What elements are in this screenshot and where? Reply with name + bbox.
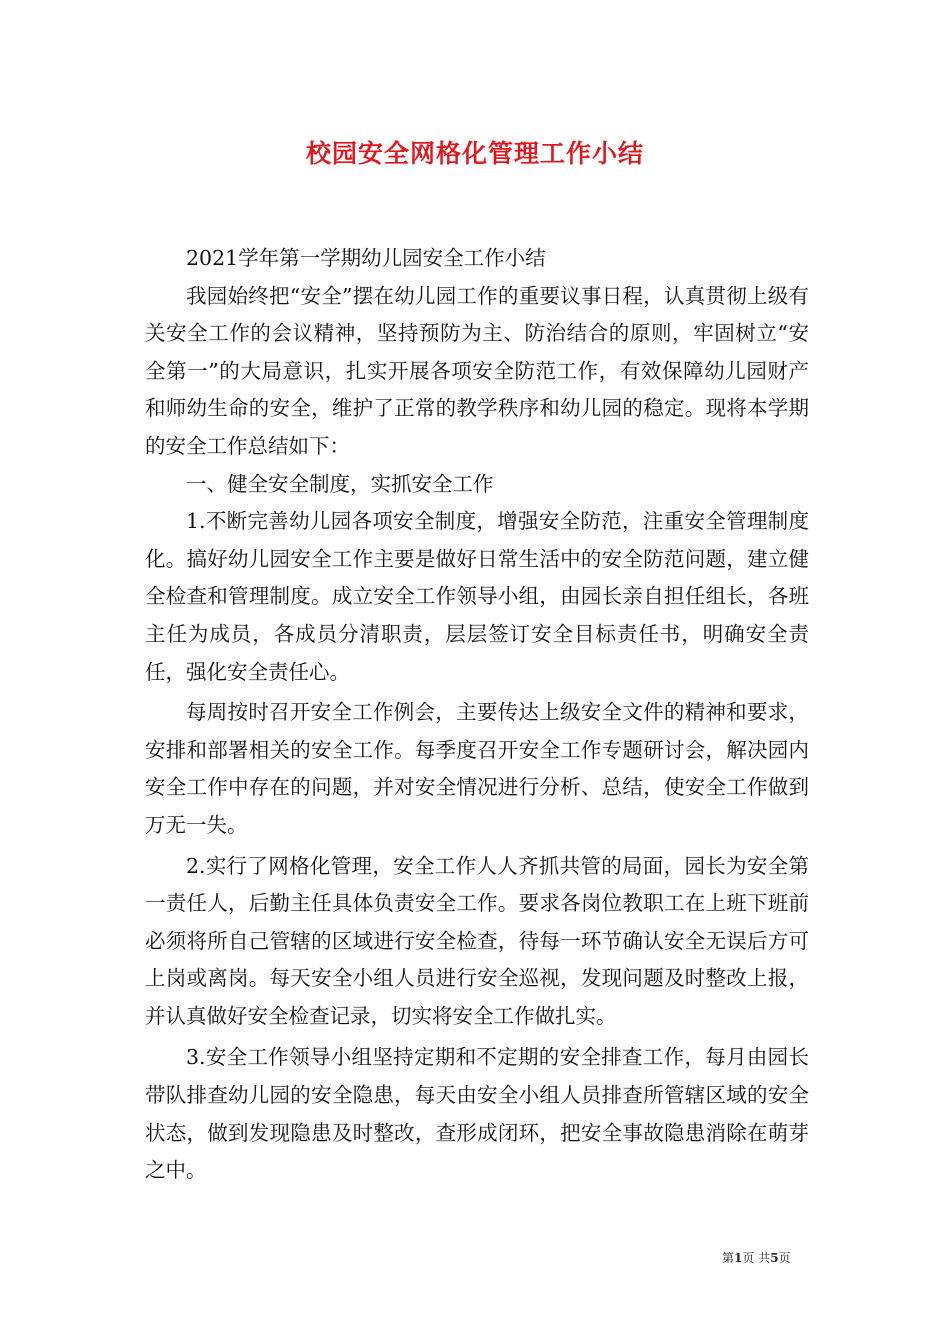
document-title: 校园安全网格化管理工作小结 — [305, 139, 644, 168]
footer-suffix: 页 — [778, 1251, 791, 1265]
section-heading: 一、健全安全制度，实抓安全工作 — [186, 471, 494, 496]
footer-current-page: 1 — [734, 1251, 743, 1265]
item-3-paragraph: 3.安全工作领导小组坚持定期和不定期的安全排查工作，每月由园长带队排查幼儿园的安全隐患，每天由安全小组人员排查所管辖区域的安全状态，做到发现隐患及时整改，查形成闭环，把安全事故隐患消除在萌芽之中。 — [145, 1045, 809, 1183]
item-2-paragraph: 2.实行了网格化管理，安全工作人人齐抓共管的局面，园长为安全第一责任人，后勤主任具体负责安全工作。要求各岗位教职工在上班下班前必须将所自己管辖的区域进行安全检查，待每一环节确认安全无误后方可上岗或离岗。每天安全小组人员进行安全巡视，发现问题及时整改上报，并认真做好安全检查记录，切实将安全工作做扎实。 — [145, 853, 809, 1028]
footer-total-pages: 5 — [770, 1251, 779, 1265]
subtitle-paragraph: 2021学年第一学期幼儿园安全工作小结 — [186, 246, 546, 270]
page-number-footer — [722, 1249, 791, 1266]
weekly-meeting-paragraph: 每周按时召开安全工作例会，主要传达上级安全文件的精神和要求，安排和部署相关的安全工作。每季度召开安全工作专题研讨会，解决园内安全工作中存在的问题，并对安全情况进行分析、总结，使安全工作做到万无一失。 — [145, 700, 809, 837]
footer-prefix: 第 — [722, 1251, 735, 1265]
item-1-paragraph: 1.不断完善幼儿园各项安全制度，增强安全防范，注重安全管理制度化。搞好幼儿园安全工作主要是做好日常生活中的安全防范问题，建立健全检查和管理制度。成立安全工作领导小组，由园长亲自担任组长，各班主任为成员，各成员分清职责，层层签订安全目标责任书，明确安全责任，强化安全责任心。 — [145, 509, 809, 684]
footer-middle: 页 共 — [742, 1251, 771, 1265]
intro-paragraph: 我园始终把“安全”摆在幼儿园工作的重要议事日程，认真贯彻上级有关安全工作的会议精神，坚持预防为主、防治结合的原则，牢固树立“安全第一”的大局意识，扎实开展各项安全防范工作，有效保障幼儿园财产和师幼生命的安全，维护了正常的教学秩序和幼儿园的稳定。现将本学期的安全工作总结如下： — [145, 283, 809, 458]
document-body — [145, 240, 809, 1190]
